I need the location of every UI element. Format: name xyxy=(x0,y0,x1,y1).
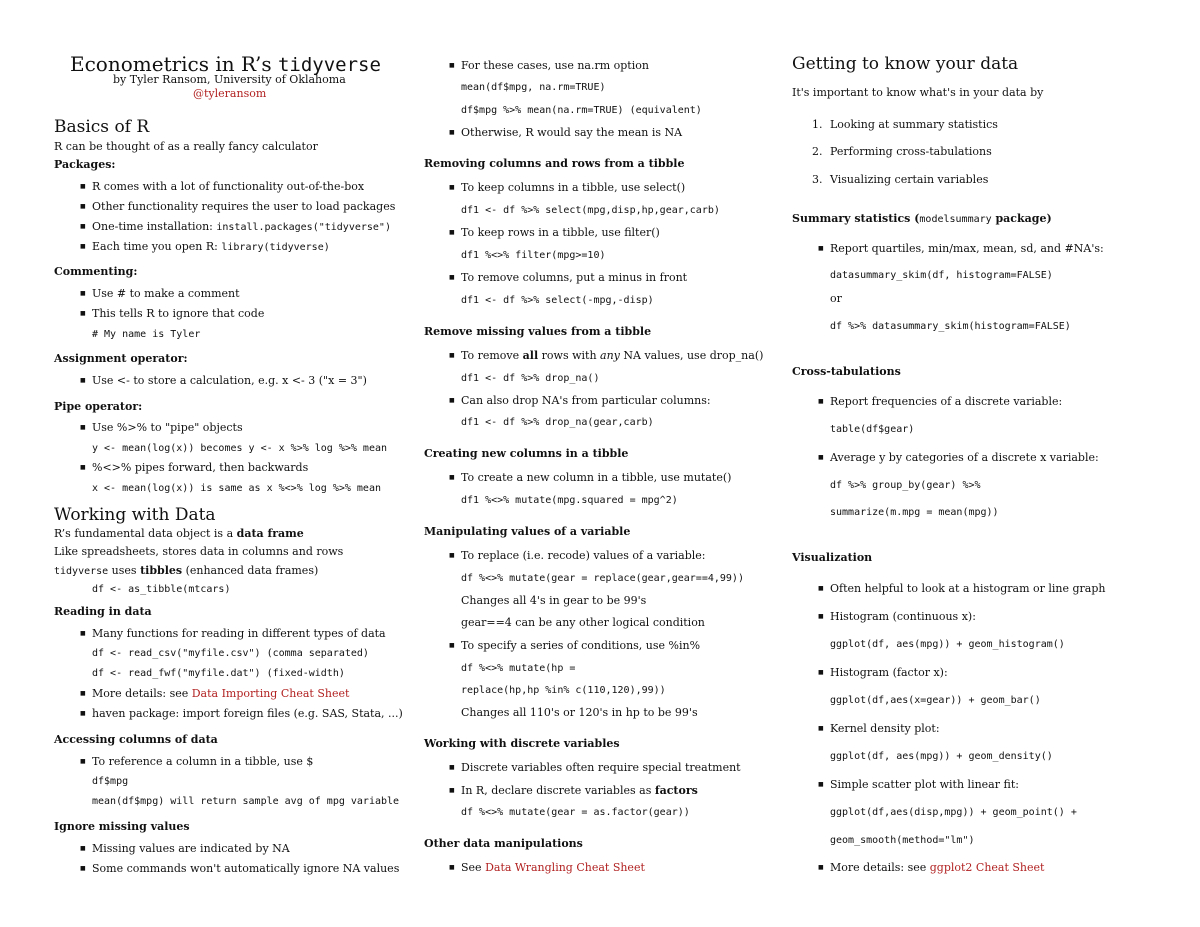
code-line: df <- as_tibble(mtcars) xyxy=(92,584,231,595)
code-line: df %<>% mutate(hp = xyxy=(461,663,576,674)
code-line: df$mpg %>% mean(na.rm=TRUE) (equivalent) xyxy=(461,105,702,116)
list-item: ■ See Data Wrangling Cheat Sheet xyxy=(461,861,645,875)
section-heading: Basics of R xyxy=(54,117,150,137)
list-item: ■ Use <- to store a calculation, e.g. x <- 3 ("x = 3") xyxy=(92,374,367,388)
paragraph: It's important to know what's in your data by xyxy=(792,86,1044,99)
subheading: Manipulating values of a variable xyxy=(424,525,631,538)
list-item: ■ Other functionality requires the user to load packages xyxy=(92,200,395,214)
list-item: ■ haven package: import foreign files (e.g. SAS, Stata, ...) xyxy=(92,707,403,721)
code-line: ggplot(df,aes(x=gear)) + geom_bar() xyxy=(830,695,1041,706)
code-line: df1 <- df %>% select(-mpg,-disp) xyxy=(461,295,654,306)
paragraph: R can be thought of as a really fancy calculator xyxy=(54,140,318,153)
list-item: ■ Each time you open R: library(tidyverse) xyxy=(92,240,330,255)
list-item: ■ Some commands won't automatically ignore NA values xyxy=(92,862,399,876)
list-item: Performing cross-tabulations xyxy=(830,145,992,158)
list-item: ■ Often helpful to look at a histogram or line graph xyxy=(830,582,1105,596)
list-item: ■ Simple scatter plot with linear fit: xyxy=(830,778,1019,792)
list-item: ■ Histogram (continuous x): xyxy=(830,610,976,624)
code-line: # My name is Tyler xyxy=(92,329,201,340)
paragraph: Changes all 110's or 120's in hp to be 99's xyxy=(461,706,698,719)
section-heading: Getting to know your data xyxy=(792,54,1019,74)
list-item: ■ R comes with a lot of functionality out-of-the-box xyxy=(92,180,364,194)
list-item: ■ To keep columns in a tibble, use select() xyxy=(461,181,685,195)
subheading: Cross-tabulations xyxy=(792,365,901,378)
list-item: ■ For these cases, use na.rm option xyxy=(461,59,649,73)
code-line: df1 <- df %>% drop_na(gear,carb) xyxy=(461,417,654,428)
code-line: datasummary_skim(df, histogram=FALSE) xyxy=(830,270,1053,281)
list-item: Looking at summary statistics xyxy=(830,118,998,131)
code-line: mean(df$mpg) will return sample avg of mpg variable xyxy=(92,796,400,807)
subheading: Assignment operator: xyxy=(54,352,188,365)
code-line: df %>% group_by(gear) %>% xyxy=(830,480,981,491)
paragraph: R’s fundamental data object is a data frame xyxy=(54,527,304,540)
list-item: ■ Can also drop NA's from particular columns: xyxy=(461,394,711,408)
ggplot2-cheat-sheet-link[interactable]: ggplot2 Cheat Sheet xyxy=(929,861,1045,874)
subheading: Packages: xyxy=(54,158,116,171)
code-line: replace(hp,hp %in% c(110,120),99)) xyxy=(461,685,666,696)
subheading: Pipe operator: xyxy=(54,400,143,413)
code-line: df$mpg xyxy=(92,776,129,787)
twitter-handle-link[interactable]: @tyleransom xyxy=(193,87,267,100)
subheading: Commenting: xyxy=(54,265,138,278)
list-item: ■ More details: see ggplot2 Cheat Sheet xyxy=(830,861,1044,875)
code-line: ggplot(df, aes(mpg)) + geom_histogram() xyxy=(830,639,1065,650)
list-item: ■ Missing values are indicated by NA xyxy=(92,842,290,856)
subheading: Accessing columns of data xyxy=(54,733,218,746)
data-importing-cheat-sheet-link[interactable]: Data Importing Cheat Sheet xyxy=(191,687,350,700)
paragraph: gear==4 can be any other logical condition xyxy=(461,616,705,629)
byline: by Tyler Ransom, University of Oklahoma xyxy=(113,73,346,86)
paragraph: Changes all 4's in gear to be 99's xyxy=(461,594,647,607)
subheading: Removing columns and rows from a tibble xyxy=(424,157,685,170)
list-item: ■ Histogram (factor x): xyxy=(830,666,948,680)
list-item: ■ Average y by categories of a discrete x variable: xyxy=(830,451,1099,465)
list-number: 2. xyxy=(812,145,823,158)
list-item: ■ Kernel density plot: xyxy=(830,722,940,736)
list-item: ■ Otherwise, R would say the mean is NA xyxy=(461,126,682,140)
page-title: Econometrics in R’s tidyverse xyxy=(70,52,381,76)
code-line: df <- read_fwf("myfile.dat") (fixed-width) xyxy=(92,668,345,679)
code-line: df1 <- df %>% select(mpg,disp,hp,gear,carb) xyxy=(461,205,720,216)
code-line: df %>% datasummary_skim(histogram=FALSE) xyxy=(830,321,1071,332)
code-line: df %<>% mutate(gear = as.factor(gear)) xyxy=(461,807,690,818)
list-item: ■ %<>% pipes forward, then backwards xyxy=(92,461,308,475)
paragraph: Like spreadsheets, stores data in columns and rows xyxy=(54,545,344,558)
paragraph: tidyverse uses tibbles (enhanced data frames) xyxy=(54,564,319,577)
subheading: Other data manipulations xyxy=(424,837,583,850)
list-number: 1. xyxy=(812,118,823,131)
list-item: ■ Discrete variables often require special treatment xyxy=(461,761,741,775)
list-item: ■ One-time installation: install.packages("tidyverse") xyxy=(92,220,391,235)
subheading: Ignore missing values xyxy=(54,820,190,833)
list-item: ■ To replace (i.e. recode) values of a variable: xyxy=(461,549,706,563)
list-item: ■ To specify a series of conditions, use %in% xyxy=(461,639,700,653)
code-line: ggplot(df, aes(mpg)) + geom_density() xyxy=(830,751,1053,762)
data-wrangling-cheat-sheet-link[interactable]: Data Wrangling Cheat Sheet xyxy=(485,861,645,874)
list-item: ■ In R, declare discrete variables as factors xyxy=(461,784,698,798)
list-item: ■ More details: see Data Importing Cheat Sheet xyxy=(92,687,349,701)
list-item: ■ Use # to make a comment xyxy=(92,287,240,301)
list-item: ■ Use %>% to "pipe" objects xyxy=(92,421,243,435)
list-item: ■ To create a new column in a tibble, use mutate() xyxy=(461,471,731,485)
code-line: df1 %<>% mutate(mpg.squared = mpg^2) xyxy=(461,495,678,506)
list-item: ■ This tells R to ignore that code xyxy=(92,307,264,321)
list-item: ■ To remove columns, put a minus in front xyxy=(461,271,687,285)
subheading: Working with discrete variables xyxy=(424,737,620,750)
code-line: table(df$gear) xyxy=(830,424,915,435)
code-line: mean(df$mpg, na.rm=TRUE) xyxy=(461,82,606,93)
list-item: ■ To keep rows in a tibble, use filter() xyxy=(461,226,660,240)
code-line: df1 <- df %>% drop_na() xyxy=(461,373,600,384)
code-line: y <- mean(log(x)) becomes y <- x %>% log %>% mean xyxy=(92,443,388,454)
subheading: Visualization xyxy=(792,551,873,564)
code-line: df <- read_csv("myfile.csv") (comma separated) xyxy=(92,648,369,659)
list-item: ■ To remove all rows with any NA values, use drop_na() xyxy=(461,349,763,363)
list-item: ■ Report quartiles, min/max, mean, sd, and #NA's: xyxy=(830,242,1104,256)
section-heading: Working with Data xyxy=(54,505,216,525)
code-line: geom_smooth(method="lm") xyxy=(830,835,975,846)
code-line: x <- mean(log(x)) is same as x %<>% log %>% mean xyxy=(92,483,381,494)
subheading: Reading in data xyxy=(54,605,152,618)
code-line: df1 %<>% filter(mpg>=10) xyxy=(461,250,606,261)
code-line: ggplot(df,aes(disp,mpg)) + geom_point() + xyxy=(830,807,1077,818)
paragraph: or xyxy=(830,292,842,305)
list-item: ■ Many functions for reading in different types of data xyxy=(92,627,386,641)
list-item: ■ Report frequencies of a discrete variable: xyxy=(830,395,1062,409)
list-item: ■ To reference a column in a tibble, use $ xyxy=(92,755,313,769)
subheading: Summary statistics (modelsummary package) xyxy=(792,212,1052,225)
list-item: Visualizing certain variables xyxy=(830,173,989,186)
list-number: 3. xyxy=(812,173,823,186)
code-line: summarize(m.mpg = mean(mpg)) xyxy=(830,507,999,518)
subheading: Remove missing values from a tibble xyxy=(424,325,652,338)
subheading: Creating new columns in a tibble xyxy=(424,447,629,460)
code-line: df %<>% mutate(gear = replace(gear,gear==4,99)) xyxy=(461,573,744,584)
